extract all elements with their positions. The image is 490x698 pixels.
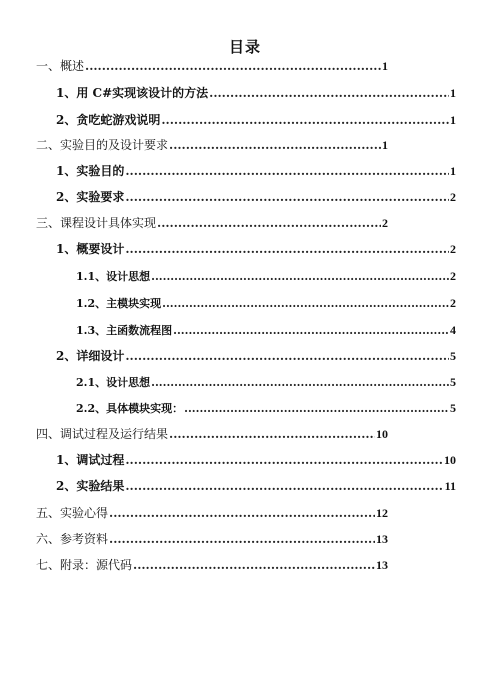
toc-entry-page: 5 bbox=[450, 401, 456, 415]
toc-dot-leader bbox=[162, 295, 449, 313]
toc-entry-page: 1 bbox=[382, 59, 388, 73]
toc-dot-leader bbox=[169, 136, 381, 154]
toc-dot-leader bbox=[151, 268, 449, 286]
toc-entry-label: 1.2、主模块实现 bbox=[76, 297, 162, 310]
toc-entry-page: 1 bbox=[450, 164, 456, 178]
toc-entry-page: 2 bbox=[450, 242, 456, 256]
toc-dot-leader bbox=[125, 240, 449, 258]
toc-entry-label: 1.1、设计思想 bbox=[76, 270, 151, 283]
toc-dot-leader bbox=[133, 556, 375, 574]
toc-entry-page: 5 bbox=[450, 349, 456, 363]
toc-dot-leader bbox=[184, 400, 449, 418]
toc-entry-label: 2、实验要求 bbox=[56, 190, 125, 204]
toc-entry-page: 13 bbox=[376, 532, 388, 546]
toc-dot-leader bbox=[85, 57, 381, 75]
toc-entry[interactable] bbox=[76, 321, 456, 339]
toc-dot-leader bbox=[125, 188, 449, 206]
toc-entry[interactable] bbox=[36, 425, 388, 443]
toc-entry[interactable] bbox=[36, 556, 388, 574]
toc-entry[interactable] bbox=[76, 294, 456, 312]
toc-entry-page: 2 bbox=[382, 216, 388, 230]
toc-dot-leader bbox=[125, 162, 449, 180]
toc-entry-label: 2、详细设计 bbox=[56, 349, 125, 363]
toc-entry[interactable] bbox=[76, 399, 456, 417]
toc-entry-label: 1、用 C#实现该设计的方法 bbox=[56, 86, 209, 100]
toc-entry[interactable] bbox=[76, 373, 456, 391]
toc-entry-page: 10 bbox=[376, 427, 388, 441]
toc-entry[interactable] bbox=[36, 530, 388, 548]
toc-entry[interactable] bbox=[36, 214, 388, 232]
toc-entry[interactable] bbox=[76, 267, 456, 285]
toc-entry-label: 1、调试过程 bbox=[56, 453, 125, 467]
toc-entry-page: 2 bbox=[450, 269, 456, 283]
toc-entry[interactable] bbox=[56, 188, 456, 206]
toc-dot-leader bbox=[125, 451, 443, 469]
toc-entry-label: 2.2、具体模块实现： bbox=[76, 402, 184, 415]
toc-entry[interactable] bbox=[56, 111, 456, 129]
toc-dot-leader bbox=[109, 530, 375, 548]
toc-dot-leader bbox=[209, 84, 449, 102]
toc-entry[interactable] bbox=[36, 136, 388, 154]
toc-entry-page: 2 bbox=[450, 190, 456, 204]
toc-entry-page: 4 bbox=[450, 323, 456, 337]
toc-entry-label: 2、实验结果 bbox=[56, 479, 125, 493]
toc-entry-page: 5 bbox=[450, 375, 456, 389]
toc-dot-leader bbox=[125, 477, 443, 495]
toc-dot-leader bbox=[125, 347, 449, 365]
toc-entry-page: 12 bbox=[376, 506, 388, 520]
toc-entry-page: 1 bbox=[382, 138, 388, 152]
toc-entry-page: 1 bbox=[450, 113, 456, 127]
toc-entry-label: 四、调试过程及运行结果 bbox=[36, 427, 169, 441]
toc-entry[interactable] bbox=[56, 347, 456, 365]
toc-dot-leader bbox=[169, 425, 375, 443]
toc-entry[interactable] bbox=[56, 162, 456, 180]
toc-entry-page: 2 bbox=[450, 296, 456, 310]
toc-entry-label: 一、概述 bbox=[36, 59, 85, 73]
toc-entry-label: 二、实验目的及设计要求 bbox=[36, 138, 169, 152]
toc-entry-label: 2.1、设计思想 bbox=[76, 376, 151, 389]
toc-entry-page: 11 bbox=[444, 479, 456, 493]
toc-entry[interactable] bbox=[56, 84, 456, 102]
toc-entry-label: 三、课程设计具体实现 bbox=[36, 216, 157, 230]
toc-entry-page: 1 bbox=[450, 86, 456, 100]
toc-entry-label: 七、附录：源代码 bbox=[36, 558, 133, 572]
toc-dot-leader bbox=[151, 374, 449, 392]
toc-title: 目录 bbox=[228, 38, 261, 56]
toc-entry[interactable] bbox=[56, 240, 456, 258]
toc-entry[interactable] bbox=[56, 477, 456, 495]
toc-entry-label: 1、概要设计 bbox=[56, 242, 125, 256]
toc-dot-leader bbox=[173, 322, 449, 340]
toc-entry[interactable] bbox=[56, 451, 456, 469]
toc-entry-label: 五、实验心得 bbox=[36, 506, 109, 520]
toc-dot-leader bbox=[157, 214, 381, 232]
toc-entry-label: 1、实验目的 bbox=[56, 164, 125, 178]
toc-entry[interactable] bbox=[36, 57, 388, 75]
toc-entry-label: 2、贪吃蛇游戏说明 bbox=[56, 113, 161, 127]
toc-dot-leader bbox=[161, 111, 449, 129]
toc-entry-label: 六、参考资料 bbox=[36, 532, 109, 546]
toc-dot-leader bbox=[109, 504, 375, 522]
toc-entry-page: 13 bbox=[376, 558, 388, 572]
toc-entry-label: 1.3、主函数流程图 bbox=[76, 324, 173, 337]
toc-entry[interactable] bbox=[36, 504, 388, 522]
toc-entry-page: 10 bbox=[444, 453, 456, 467]
